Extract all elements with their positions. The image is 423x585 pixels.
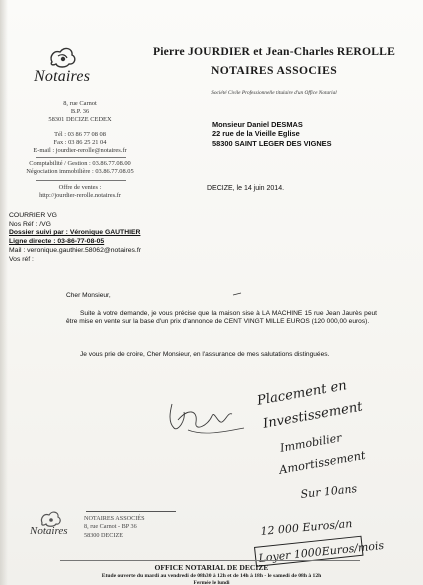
salutation: Cher Monsieur,	[66, 292, 111, 299]
reference-block	[9, 212, 141, 264]
handwritten-note: Sur 10ans	[300, 482, 358, 501]
our-ref: Nos Réf : /VG	[9, 220, 51, 228]
letter-date: DECIZE, le 14 juin 2014.	[207, 185, 285, 192]
logo-text: Notaires	[34, 68, 91, 85]
opening-hours: Etude ouverte du mardi au vendredi de 08h30 à 12h et de 14h à 18h - le samedi de 08h à 12h	[101, 573, 322, 579]
accounting-phone: Comptabilité / Gestion : 03.86.77.08.00	[29, 160, 131, 167]
scan-edge-shadow	[0, 0, 8, 585]
recipient-street: 22 rue de la Vieille Eglise	[212, 129, 300, 139]
contact-email: Mail : veronique.gauthier.58062@notaires.fr	[9, 246, 141, 254]
recipient-name: Monsieur Daniel DESMAS	[212, 120, 303, 129]
offers-link[interactable]: http://jourdier-rerolle.notaires.fr	[39, 192, 121, 200]
negotiation-phone: Négociation immobilière : 03.86.77.08.05	[26, 168, 134, 176]
office-title: NOTAIRES ASSOCIES	[210, 64, 338, 77]
handwritten-note: Investissement	[262, 399, 364, 432]
office-email: E-mail : jourdier-rerolle@notaires.fr	[33, 147, 127, 155]
divider	[36, 180, 126, 181]
stamp-line: NOTAIRES ASSOCIÉS	[84, 515, 145, 522]
your-ref: Vos réf :	[9, 255, 34, 263]
notaires-logo-icon	[46, 44, 80, 70]
direct-line: Ligne directe : 03-86-77-08-05	[9, 238, 105, 246]
address-line: B.P. 36	[70, 108, 90, 116]
pen-mark	[232, 292, 242, 296]
address-line: 8, rue Carnot	[63, 100, 97, 107]
office-subtitle: Société Civile Professionnelle titulaire d'un Office Notarial	[211, 90, 337, 96]
office-offers	[10, 184, 150, 200]
stamp-logo-text: Notaires	[30, 525, 68, 537]
courrier-ref: COURRIER VG	[9, 212, 57, 219]
stamp-line: 58300 DECIZE	[84, 531, 124, 539]
notaries-names: Pierre JOURDIER et Jean-Charles REROLLE	[152, 45, 395, 58]
stamp-line: 8, rue Carnot - BP 36	[84, 523, 137, 531]
office-accounting	[10, 160, 150, 176]
followed-by: Dossier suivi par : Véronique GAUTHIER	[9, 229, 141, 237]
closed-day: Fermée le lundi	[193, 580, 230, 585]
address-line: 58301 DECIZE CEDEX	[48, 116, 112, 124]
recipient-city: 58300 SAINT LEGER DES VIGNES	[212, 138, 332, 148]
paragraph-closing: Je vous prie de croire, Cher Monsieur, en l'assurance de mes salutations distinguées.	[80, 351, 330, 358]
divider	[36, 157, 126, 158]
stamp-rule	[86, 511, 176, 512]
office-address	[10, 100, 150, 125]
offers-label: Offre de ventes :	[58, 184, 102, 191]
handwritten-note: Immobilier	[279, 431, 343, 455]
office-contacts	[10, 131, 150, 156]
footer-divider	[60, 560, 360, 561]
handwritten-note: Loyer 1000Euros/mois	[258, 538, 385, 565]
office-stamp	[84, 515, 145, 540]
handwritten-note: Placement en	[256, 378, 348, 409]
fax-number: Fax : 03 86 25 21 04	[53, 139, 107, 147]
paragraph-price: Suite à votre demande, je vous précise que la maison sise à LA MACHINE 15 rue Jean Jaurès peut être mise en vente sur la base d'un prix d'annonce de CENT VINGT MILLE EUROS (120 000,00 euros).	[66, 310, 377, 326]
recipient-address	[212, 120, 332, 148]
phone-number: Tél : 03 86 77 08 08	[54, 131, 106, 138]
handwritten-note: Amortissement	[278, 447, 367, 477]
signature	[148, 398, 248, 446]
footer-title: OFFICE NOTARIAL DE DECIZE	[154, 563, 269, 572]
handwritten-note: 12 000 Euros/an	[260, 516, 353, 538]
